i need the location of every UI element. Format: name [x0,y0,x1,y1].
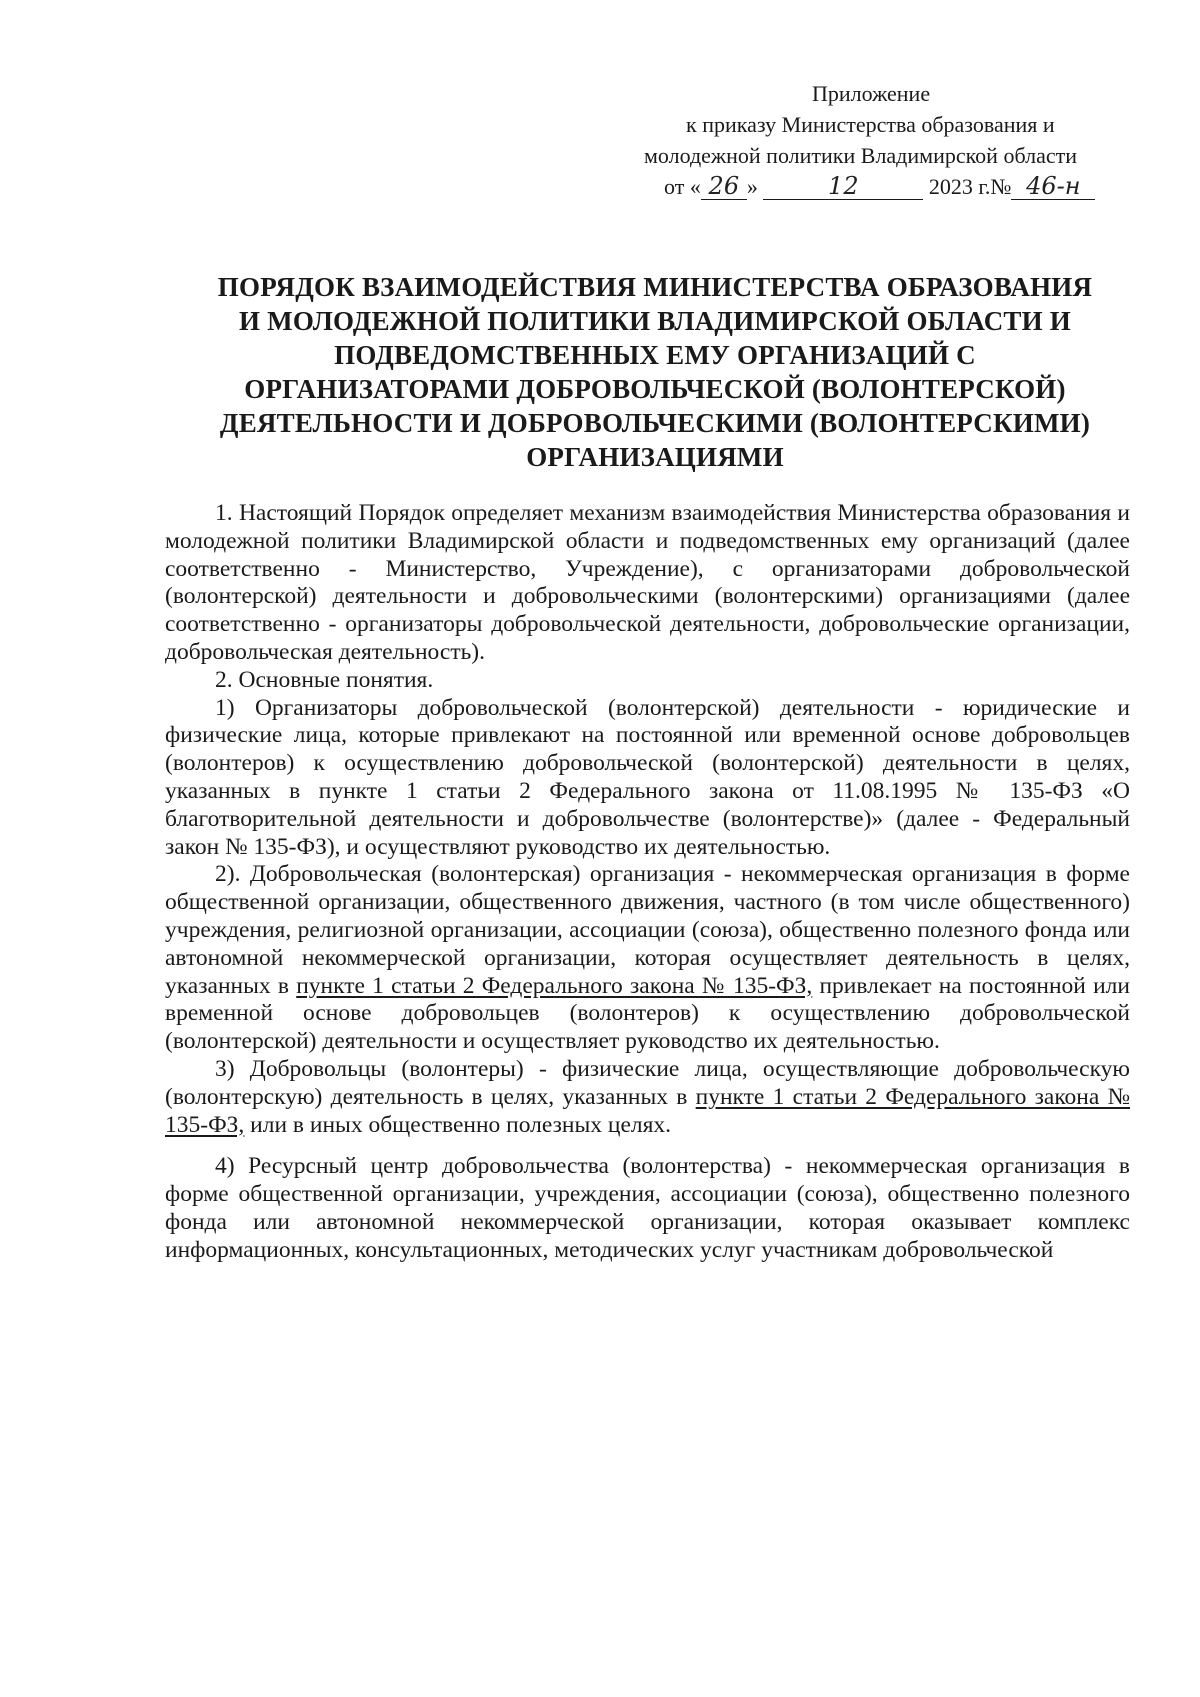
title-line: ОРГАНИЗАТОРАМИ ДОБРОВОЛЬЧЕСКОЙ (ВОЛОНТЕРСКОЙ) [244,374,1066,404]
appendix-label: Приложение [812,81,931,106]
definition-3-text-a: 3) Добровольцы (волонтеры) - физические лица, осуществляющие добровольческую (волонтерскую) деятельность в целях, указанных в [165,1055,1130,1110]
paragraph-2: 2. Основные понятия. [215,666,434,693]
appendix-ministry: молодежной политики Владимирской области [644,143,1077,168]
appendix-header [640,78,1140,202]
appendix-order-ref: к приказу Министерства образования и [686,112,1055,137]
paragraph-1: 1. Настоящий Порядок определяет механизм взаимодействия Министерства образования и молодежной политики Владимирской области и подведомственных ему организаций (далее соответственно - Министерство, Учреждение), с организаторами добровольческой (волонтерской) деятельности и добровольческими (волонтерскими) организациями (далее соответственно - организаторы добровольческой деятельности, добровольческие организации, добровольческая деятельность). [165,500,1130,665]
date-mid: » [746,174,758,199]
law-reference-link[interactable]: пункте 1 статьи 2 Федерального закона № 135-ФЗ, [165,1083,1131,1138]
paragraph-definition-4: 4) Ресурсный центр добровольчества (волонтерства) - некоммерческая организация в форме общественной организации, учреждения, ассоциации (союза), общественно полезного фонда или автономной некоммерческой организации, которая оказывает комплекс информационных, консультационных, методических услуг участникам добровольческой [165,1153,1130,1263]
handwritten-month: 12 [763,173,923,200]
title-line: ОРГАНИЗАЦИЯМИ [526,442,784,472]
title-line: ПОДВЕДОМСТВЕННЫХ ЕМУ ОРГАНИЗАЦИЙ С [334,340,976,370]
paragraph-definition-1: 1) Организаторы добровольческой (волонтерской) деятельности - юридические и физические лица, которые привлекают на постоянной или временной основе добровольцев (волонтеров) к осуществлению добровольческой (волонтерской) деятельности в целях, указанных в пункте 1 статьи 2 Федерального закона от 11.08.1995 № 135-ФЗ «О благотворительной деятельности и добровольчестве (волонтерстве)» (далее - Федеральный закон № 135-ФЗ), и осуществляют руководство их деятельностью. [165,694,1130,860]
title-line: И МОЛОДЕЖНОЙ ПОЛИТИКИ ВЛАДИМИРСКОЙ ОБЛАСТИ И [239,306,1071,336]
document-title [180,270,1130,474]
paragraph-definition-2 [165,861,1130,1056]
appendix-date-line [640,171,1140,202]
paragraph-definition-3 [165,1056,1130,1139]
handwritten-order-number: 46-н [1011,173,1095,200]
definition-2-text-b: привлекает на постоянной или временной основе добровольцев (волонтеров) к осуществлению добровольческой (волонтерской) деятельности и осуществляет руководство их деятельностью. [165,972,1130,1055]
handwritten-day: 26 [701,173,747,200]
title-line: ДЕЯТЕЛЬНОСТИ И ДОБРОВОЛЬЧЕСКИМИ (ВОЛОНТЕРСКИМИ) [219,408,1091,438]
definition-3-text-b: или в иных общественно полезных целях. [244,1111,672,1138]
title-line: ПОРЯДОК ВЗАИМОДЕЙСТВИЯ МИНИСТЕРСТВА ОБРАЗОВАНИЯ [217,272,1093,302]
year-text: 2023 г.№ [928,174,1012,199]
date-prefix: от « [664,174,701,199]
law-reference-link[interactable]: пункте 1 статьи 2 Федерального закона № 135-ФЗ, [296,972,813,999]
document-body [165,500,1130,1265]
definition-2-text-a: 2). Добровольческая (волонтерская) организация - некоммерческая организация в форме общественной организации, общественного движения, частного (в том числе общественного) учреждения, религиозной организации, ассоциации (союза), общественно полезного фонда или автономной некоммерческой организации, которая осуществляет деятельность в целях, указанных в [165,861,1130,999]
